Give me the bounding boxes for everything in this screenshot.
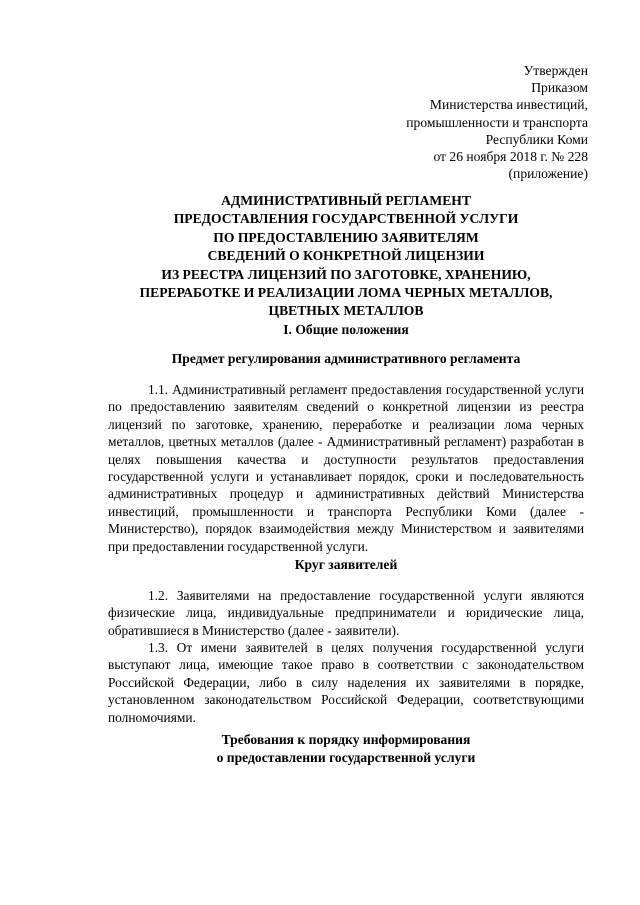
approval-line: Республики Коми xyxy=(485,131,588,147)
section-heading-subject: Предмет регулирования административного регламента xyxy=(171,351,521,366)
paragraph-1-3 xyxy=(108,639,584,726)
paragraph-text: 1.3. От имени заявителей в целях получения государственной услуги выступают лица, имеющие такое право в соответствии с законодательством Российской Федерации, либо в силу наделения их заявителями в порядке, установленном законодательством Российской Федерации, соответствующими полномочиями. xyxy=(108,640,584,725)
title-line: АДМИНИСТРАТИВНЫЙ РЕГЛАМЕНТ xyxy=(221,193,471,208)
section-heading-applicants: Круг заявителей xyxy=(294,557,398,572)
paragraph-text: 1.2. Заявителями на предоставление государственной услуги являются физические лица, индивидуальные предприниматели и юридические лица, обратившиеся в Министерство (далее - заявители). xyxy=(108,588,584,638)
paragraph-text: 1.1. Административный регламент предоставления государственной услуги по предоставлению заявителям сведений о конкретной лицензии из реестра лицензий по заготовке, хранению, переработке и реализации лома черных металлов, цветных металлов (далее - Административный регламент) разработан в целях повышения качества и доступности результатов предоставления государственной услуги и устанавливает порядок, сроки и последовательность административных процедур и административных действий Министерства инвестиций, промышленности и транспорта Республики Коми (далее - Министерство), порядок взаимодействия между Министерством и заявителями при предоставлении государственной услуги. xyxy=(108,382,584,554)
section-heading-general: I. Общие положения xyxy=(283,322,409,337)
title-line: ИЗ РЕЕСТРА ЛИЦЕНЗИЙ ПО ЗАГОТОВКЕ, ХРАНЕНИЮ, xyxy=(161,266,531,282)
approval-line: (приложение) xyxy=(508,166,588,182)
title-line: СВЕДЕНИЙ О КОНКРЕТНОЙ ЛИЦЕНЗИИ xyxy=(207,248,485,264)
approval-line: промышленности и транспорта xyxy=(406,114,588,130)
title-line: ЦВЕТНЫХ МЕТАЛЛОВ xyxy=(268,303,424,319)
document-title xyxy=(96,192,596,321)
title-line: ПРЕДОСТАВЛЕНИЯ ГОСУДАРСТВЕННОЙ УСЛУГИ xyxy=(173,211,519,227)
approval-line: Министерства инвестиций, xyxy=(429,97,588,113)
title-line: ПО ПРЕДОСТАВЛЕНИЮ ЗАЯВИТЕЛЯМ xyxy=(213,229,479,245)
approval-line: Утвержден xyxy=(523,63,588,78)
approval-line: от 26 ноября 2018 г. № 228 xyxy=(433,149,588,165)
approval-line: Приказом xyxy=(531,80,588,96)
approval-stamp xyxy=(406,62,588,182)
section-heading-info-requirements: Требования к порядку информирования xyxy=(221,732,471,747)
paragraph-1-2 xyxy=(108,587,584,639)
section-heading-info-requirements-2: о предоставлении государственной услуги xyxy=(216,750,476,765)
title-line: ПЕРЕРАБОТКЕ И РЕАЛИЗАЦИИ ЛОМА ЧЕРНЫХ МЕТАЛЛОВ, xyxy=(139,285,553,301)
paragraph-1-1 xyxy=(108,381,584,555)
